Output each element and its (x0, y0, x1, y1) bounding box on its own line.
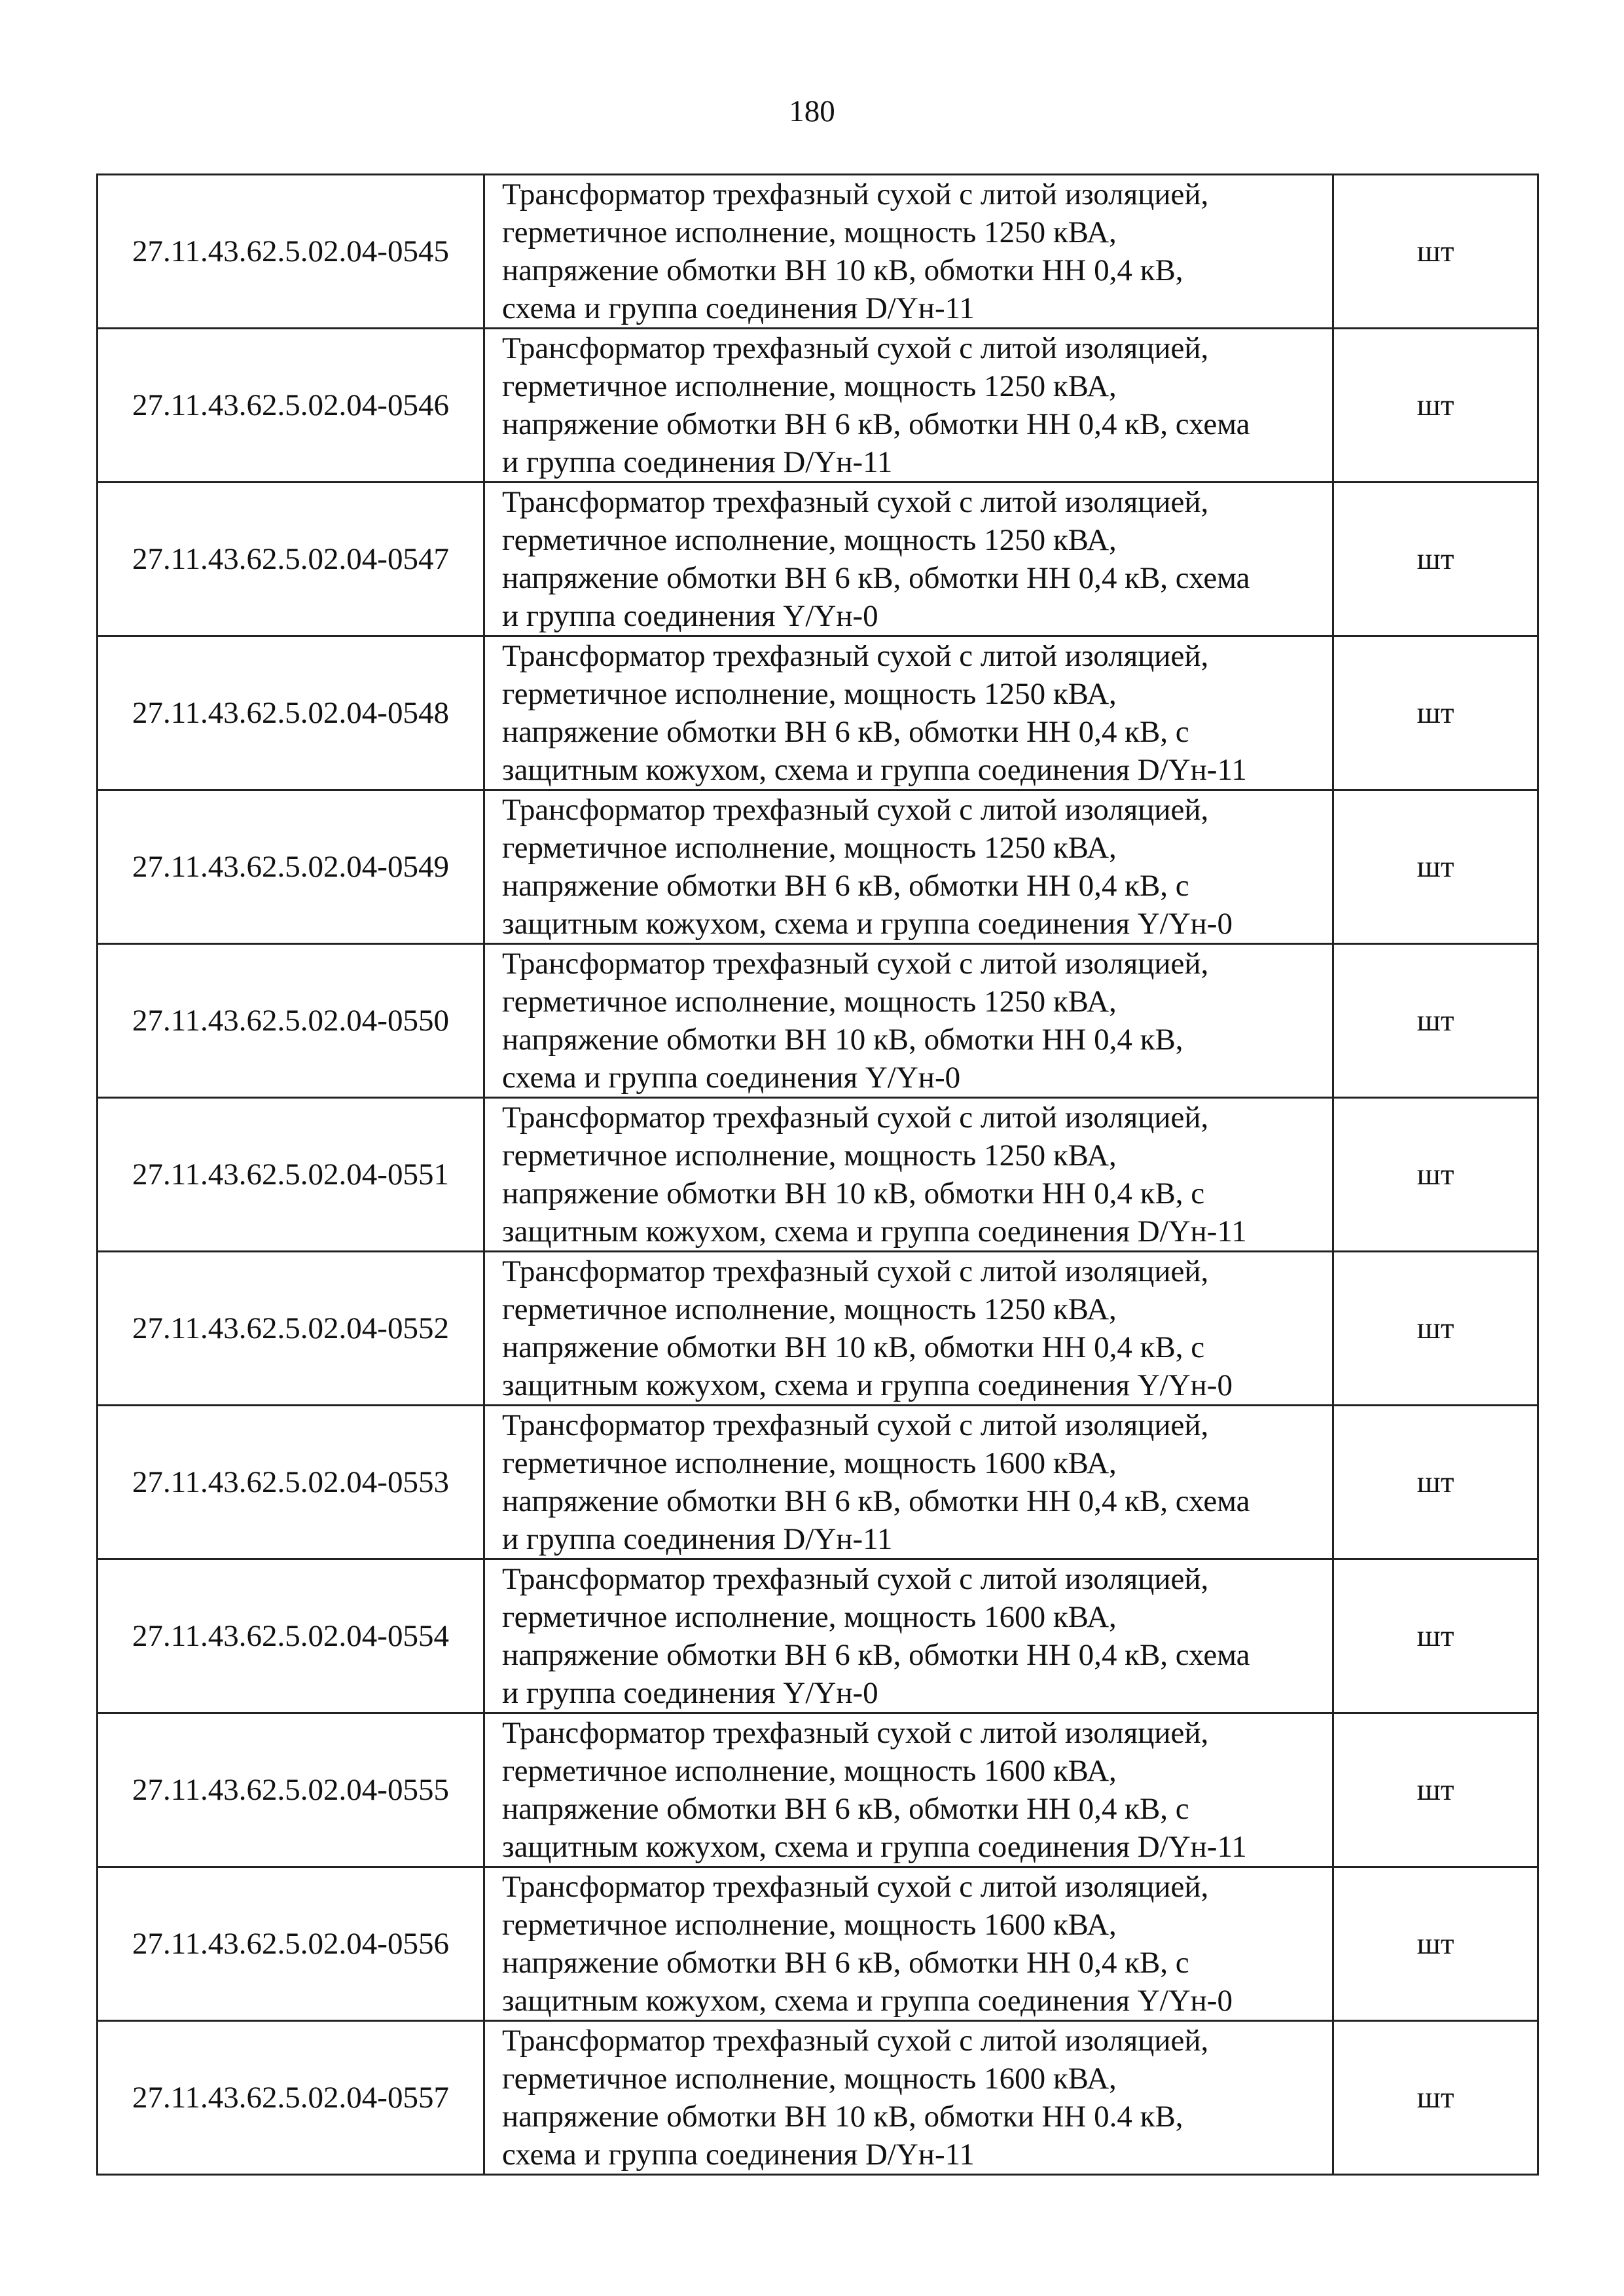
unit-cell: шт (1333, 329, 1538, 483)
description-line: Трансформатор трехфазный сухой с литой изоляцией, (502, 1408, 1209, 1442)
table-row (98, 790, 1538, 944)
description-line: схема и группа соединения D/Yн-11 (502, 2138, 975, 2172)
resource-description-cell (484, 1406, 1333, 1559)
catalog-table (96, 173, 1539, 2176)
resource-code-cell: 27.11.43.62.5.02.04-0547 (98, 483, 484, 636)
resource-description-cell (484, 1559, 1333, 1713)
description-line: напряжение обмотки ВН 6 кВ, обмотки НН 0,4 кВ, с (502, 715, 1189, 749)
table-row (98, 1713, 1538, 1867)
resource-code-cell: 27.11.43.62.5.02.04-0556 (98, 1867, 484, 2021)
resource-code-cell: 27.11.43.62.5.02.04-0545 (98, 175, 484, 329)
description-line: напряжение обмотки ВН 6 кВ, обмотки НН 0,4 кВ, с (502, 1792, 1189, 1826)
description-line: Трансформатор трехфазный сухой с литой изоляцией, (502, 639, 1209, 673)
description-line: герметичное исполнение, мощность 1600 кВА, (502, 2062, 1117, 2096)
unit-cell: шт (1333, 1406, 1538, 1559)
description-line: и группа соединения D/Yн-11 (502, 445, 893, 479)
resource-description-cell (484, 944, 1333, 1098)
description-line: напряжение обмотки ВН 6 кВ, обмотки НН 0,4 кВ, схема (502, 561, 1250, 595)
page-number: 180 (789, 94, 835, 128)
resource-code-cell: 27.11.43.62.5.02.04-0552 (98, 1252, 484, 1406)
description-line: защитным кожухом, схема и группа соединения Y/Yн-0 (502, 1368, 1233, 1402)
description-line: напряжение обмотки ВН 6 кВ, обмотки НН 0,4 кВ, схема (502, 407, 1250, 441)
description-line: напряжение обмотки ВН 10 кВ, обмотки НН 0,4 кВ, с (502, 1330, 1205, 1364)
description-line: напряжение обмотки ВН 6 кВ, обмотки НН 0,4 кВ, схема (502, 1484, 1250, 1518)
unit-cell: шт (1333, 1252, 1538, 1406)
description-line: герметичное исполнение, мощность 1250 кВА, (502, 677, 1117, 711)
description-line: напряжение обмотки ВН 10 кВ, обмотки НН 0,4 кВ, (502, 253, 1183, 287)
description-line: напряжение обмотки ВН 10 кВ, обмотки НН 0,4 кВ, с (502, 1176, 1205, 1211)
table-row (98, 2021, 1538, 2175)
description-line: напряжение обмотки ВН 6 кВ, обмотки НН 0,4 кВ, с (502, 869, 1189, 903)
resource-code-cell: 27.11.43.62.5.02.04-0550 (98, 944, 484, 1098)
unit-cell: шт (1333, 636, 1538, 790)
description-line: защитным кожухом, схема и группа соединения D/Yн-11 (502, 753, 1247, 787)
description-line: Трансформатор трехфазный сухой с литой изоляцией, (502, 177, 1209, 211)
unit-cell: шт (1333, 1098, 1538, 1252)
description-line: и группа соединения D/Yн-11 (502, 1522, 893, 1556)
resource-code-cell: 27.11.43.62.5.02.04-0555 (98, 1713, 484, 1867)
description-line: защитным кожухом, схема и группа соединения D/Yн-11 (502, 1830, 1247, 1864)
description-line: защитным кожухом, схема и группа соединения Y/Yн-0 (502, 1984, 1233, 2018)
resource-description-cell (484, 1867, 1333, 2021)
description-line: напряжение обмотки ВН 6 кВ, обмотки НН 0,4 кВ, схема (502, 1638, 1250, 1672)
description-line: защитным кожухом, схема и группа соединения Y/Yн-0 (502, 907, 1233, 941)
resource-code-cell: 27.11.43.62.5.02.04-0553 (98, 1406, 484, 1559)
description-line: Трансформатор трехфазный сухой с литой изоляцией, (502, 947, 1209, 981)
resource-description-cell (484, 1098, 1333, 1252)
resource-description-cell (484, 329, 1333, 483)
description-line: напряжение обмотки ВН 10 кВ, обмотки НН 0,4 кВ, (502, 1023, 1183, 1057)
resource-description-cell (484, 483, 1333, 636)
table-row (98, 483, 1538, 636)
resource-code-cell: 27.11.43.62.5.02.04-0554 (98, 1559, 484, 1713)
unit-cell: шт (1333, 175, 1538, 329)
resource-description-cell (484, 636, 1333, 790)
description-line: герметичное исполнение, мощность 1600 кВА, (502, 1908, 1117, 1942)
description-line: герметичное исполнение, мощность 1600 кВА, (502, 1600, 1117, 1634)
description-line: напряжение обмотки ВН 10 кВ, обмотки НН 0.4 кВ, (502, 2100, 1183, 2134)
description-line: Трансформатор трехфазный сухой с литой изоляцией, (502, 1562, 1209, 1596)
resource-code-cell: 27.11.43.62.5.02.04-0548 (98, 636, 484, 790)
unit-cell: шт (1333, 483, 1538, 636)
resource-description-cell (484, 1713, 1333, 1867)
table-row (98, 636, 1538, 790)
table-row (98, 1559, 1538, 1713)
unit-cell: шт (1333, 944, 1538, 1098)
unit-cell: шт (1333, 790, 1538, 944)
description-line: Трансформатор трехфазный сухой с литой изоляцией, (502, 1101, 1209, 1135)
description-line: Трансформатор трехфазный сухой с литой изоляцией, (502, 1254, 1209, 1288)
catalog-table-body (98, 175, 1538, 2175)
resource-code-cell: 27.11.43.62.5.02.04-0557 (98, 2021, 484, 2175)
table-row (98, 944, 1538, 1098)
description-line: Трансформатор трехфазный сухой с литой изоляцией, (502, 2024, 1209, 2058)
description-line: герметичное исполнение, мощность 1250 кВА, (502, 369, 1117, 403)
resource-description-cell (484, 2021, 1333, 2175)
description-line: герметичное исполнение, мощность 1250 кВА, (502, 215, 1117, 249)
unit-cell: шт (1333, 1713, 1538, 1867)
description-line: схема и группа соединения Y/Yн-0 (502, 1061, 961, 1095)
description-line: герметичное исполнение, мощность 1250 кВА, (502, 1292, 1117, 1326)
resource-description-cell (484, 175, 1333, 329)
table-row (98, 1406, 1538, 1559)
description-line: герметичное исполнение, мощность 1600 кВА, (502, 1754, 1117, 1788)
table-row (98, 175, 1538, 329)
table-row (98, 1867, 1538, 2021)
description-line: герметичное исполнение, мощность 1250 кВА, (502, 523, 1117, 557)
table-row (98, 1098, 1538, 1252)
resource-code-cell: 27.11.43.62.5.02.04-0549 (98, 790, 484, 944)
table-row (98, 329, 1538, 483)
description-line: герметичное исполнение, мощность 1250 кВА, (502, 985, 1117, 1019)
description-line: Трансформатор трехфазный сухой с литой изоляцией, (502, 1716, 1209, 1750)
description-line: защитным кожухом, схема и группа соединения D/Yн-11 (502, 1214, 1247, 1248)
unit-cell: шт (1333, 1559, 1538, 1713)
description-line: схема и группа соединения D/Yн-11 (502, 291, 975, 325)
resource-description-cell (484, 1252, 1333, 1406)
description-line: Трансформатор трехфазный сухой с литой изоляцией, (502, 331, 1209, 365)
description-line: напряжение обмотки ВН 6 кВ, обмотки НН 0,4 кВ, с (502, 1946, 1189, 1980)
description-line: и группа соединения Y/Yн-0 (502, 599, 878, 633)
resource-description-cell (484, 790, 1333, 944)
description-line: герметичное исполнение, мощность 1600 кВА, (502, 1446, 1117, 1480)
description-line: Трансформатор трехфазный сухой с литой изоляцией, (502, 1870, 1209, 1904)
description-line: Трансформатор трехфазный сухой с литой изоляцией, (502, 485, 1209, 519)
table-row (98, 1252, 1538, 1406)
description-line: Трансформатор трехфазный сухой с литой изоляцией, (502, 793, 1209, 827)
unit-cell: шт (1333, 1867, 1538, 2021)
unit-cell: шт (1333, 2021, 1538, 2175)
description-line: герметичное исполнение, мощность 1250 кВА, (502, 1139, 1117, 1173)
resource-code-cell: 27.11.43.62.5.02.04-0546 (98, 329, 484, 483)
resource-code-cell: 27.11.43.62.5.02.04-0551 (98, 1098, 484, 1252)
description-line: и группа соединения Y/Yн-0 (502, 1676, 878, 1710)
description-line: герметичное исполнение, мощность 1250 кВА, (502, 831, 1117, 865)
